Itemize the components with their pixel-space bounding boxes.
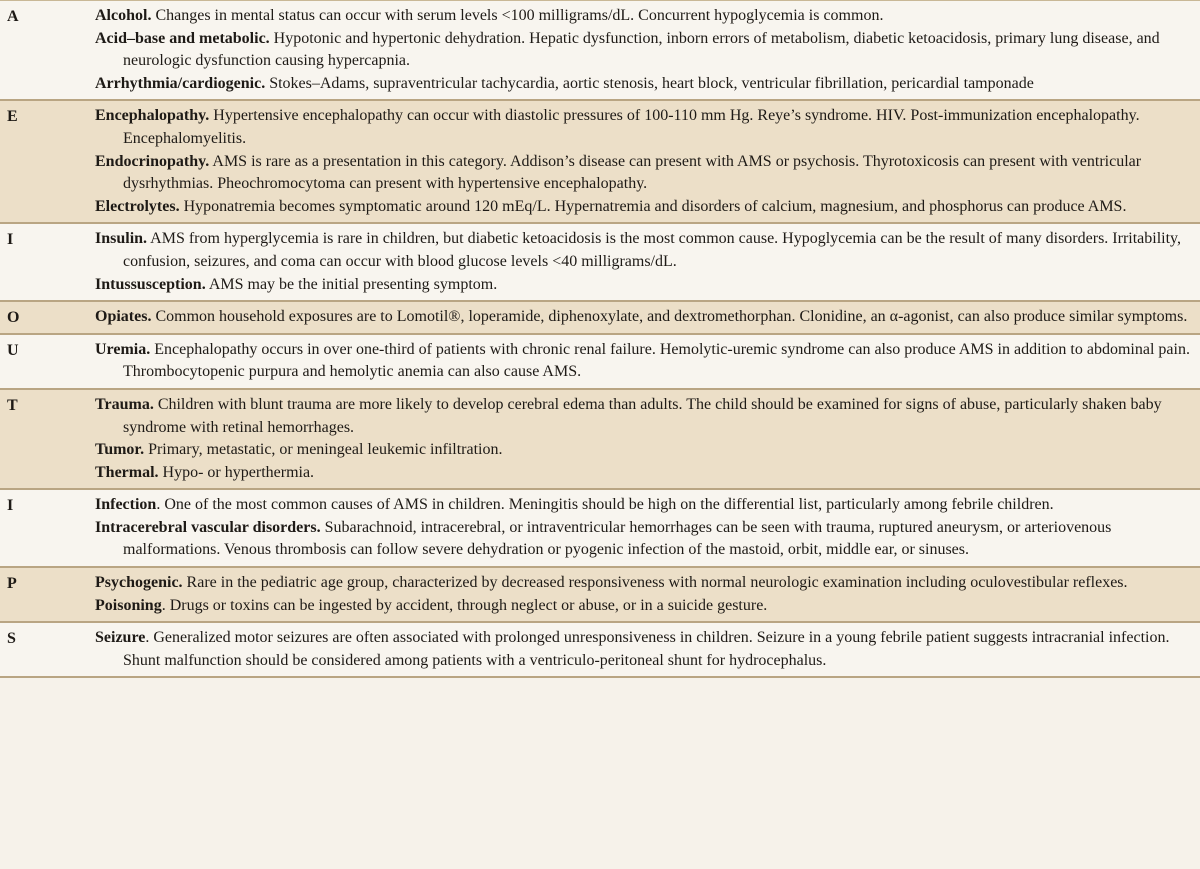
entry (95, 105, 1196, 150)
row-entries (95, 490, 1200, 566)
entry-term: Seizure (95, 629, 146, 647)
mnemonic-letter: A (7, 8, 19, 25)
table-row-4 (0, 302, 1200, 335)
entry-text: Children with blunt trauma are more likely to develop cerebral edema than adults. The child should be examined for signs of abuse, particularly shaken baby syndrome with retinal hemorrhages. (123, 395, 1162, 436)
entry (95, 274, 1196, 297)
mnemonic-letter: P (7, 575, 17, 593)
entry-text: Hypotonic and hypertonic dehydration. Hepatic dysfunction, inborn errors of metabolism, diabetic ketoacidosis, primary lung disease, and neurologic dysfunction causing hypercapnia. (123, 29, 1160, 70)
mnemonic-letter: S (7, 630, 16, 648)
entry (95, 5, 1196, 28)
row-entries (95, 101, 1200, 222)
table-row-1 (0, 1, 1200, 101)
entry-term: Alcohol. (95, 7, 152, 24)
entry-text: . One of the most common causes of AMS in children. Meningitis should be high on the differential list, particularly among febrile children. (156, 496, 1054, 514)
row-entries (95, 302, 1200, 333)
table-row-7 (0, 490, 1200, 568)
entry-text: AMS is rare as a presentation in this category. Addison’s disease can present with AMS or psychosis. Thyrotoxicosis can present with ventricular dysrhythmias. Pheochromocytoma can present with hypertensive encephalopathy. (123, 152, 1142, 193)
entry-text: AMS from hyperglycemia is rare in children, but diabetic ketoacidosis is the most common cause. Hypoglycemia can be the result of many disorders. Irritability, confusion, seizures, and coma can occur with blood glucose levels <40 milligrams/dL. (123, 230, 1182, 270)
entry (95, 73, 1196, 96)
entry-term: Acid–base and metabolic. (95, 29, 270, 47)
entry-term: Tumor. (95, 441, 145, 459)
entry (95, 439, 1196, 462)
entry (95, 627, 1196, 672)
row-entries (95, 623, 1200, 676)
mnemonic-letter: U (7, 341, 19, 359)
entry (95, 517, 1196, 562)
mnemonic-letter: E (7, 108, 18, 126)
entry (95, 196, 1196, 219)
entry-term: Thermal. (95, 463, 159, 481)
table-row-5 (0, 335, 1200, 390)
entry (95, 494, 1196, 517)
entry (95, 151, 1196, 196)
entry-term: Opiates. (95, 308, 152, 326)
entry-term: Intussusception. (95, 275, 206, 293)
entry-text: Primary, metastatic, or meningeal leukemic infiltration. (144, 441, 503, 459)
entry-term: Psychogenic. (95, 574, 183, 592)
row-entries (95, 335, 1200, 388)
entry-term: Uremia. (95, 340, 151, 358)
entry-text: Rare in the pediatric age group, characterized by decreased responsiveness with normal neurologic examination including oculovestibular reflexes. (182, 574, 1128, 592)
row-entries (95, 390, 1200, 488)
entry-text: Hypertensive encephalopathy can occur with diastolic pressures of 100-110 mm Hg. Reye’s syndrome. HIV. Post-immunization encephalopathy. Encephalomyelitis. (123, 107, 1140, 147)
row-entries (95, 1, 1200, 99)
entry (95, 595, 1196, 618)
mnemonic-letter: T (7, 396, 18, 414)
entry-term: Electrolytes. (95, 197, 180, 215)
entry (95, 339, 1196, 384)
entry-text: Hyponatremia becomes symptomatic around 120 mEq/L. Hypernatremia and disorders of calcium, magnesium, and phosphorus can produce AMS. (179, 197, 1127, 215)
entry-term: Encephalopathy. (95, 107, 210, 125)
entry-text: Changes in mental status can occur with serum levels <100 milligrams/dL. Concurrent hypoglycemia is common. (151, 7, 884, 24)
entry-text: AMS may be the initial presenting symptom. (205, 275, 498, 293)
table-row-2 (0, 101, 1200, 224)
entry (95, 394, 1196, 439)
entry (95, 28, 1196, 73)
table-row-6 (0, 390, 1200, 490)
entry-term: Poisoning (95, 596, 162, 614)
entry (95, 306, 1196, 329)
table-row-9 (0, 623, 1200, 678)
entry-text: Common household exposures are to Lomotil®, loperamide, diphenoxylate, and dextromethorphan. Clonidine, an α-agonist, can also produce similar symptoms. (151, 308, 1188, 326)
entry-text: Hypo- or hyperthermia. (158, 463, 315, 481)
entry-text: . Drugs or toxins can be ingested by accident, through neglect or abuse, or in a suicide gesture. (161, 596, 768, 614)
entry-text: . Generalized motor seizures are often associated with prolonged unresponsiveness in children. Seizure in a young febrile patient suggests intracranial infection. Shunt malfunction should be considered among patients with a ventriculo-peritoneal shunt for hydrocephalus. (123, 629, 1170, 669)
table-row-3 (0, 224, 1200, 302)
entry-term: Endocrinopathy. (95, 152, 210, 170)
row-entries (95, 224, 1200, 300)
entry-term: Arrhythmia/cardiogenic. (95, 74, 266, 92)
entry-text: Stokes–Adams, supraventricular tachycardia, aortic stenosis, heart block, ventricular fibrillation, pericardial tamponade (265, 74, 1034, 92)
entry (95, 462, 1196, 485)
entry-term: Intracerebral vascular disorders. (95, 518, 321, 536)
entry-text: Encephalopathy occurs in over one-third of patients with chronic renal failure. Hemolytic-uremic syndrome can also produce AMS in addition to abdominal pain. Thrombocytopenic purpura and hemolytic anemia can also cause AMS. (123, 340, 1190, 381)
mnemonic-letter: O (7, 309, 20, 327)
entry-text: Subarachnoid, intracerebral, or intraventricular hemorrhages can be seen with trauma, ruptured aneurysm, or arteriovenous malformations. Venous thrombosis can follow severe dehydration or pyogenic infection of the mastoid, orbit, middle ear, or sinuses. (123, 518, 1112, 559)
mnemonic-letter: I (7, 231, 14, 249)
table-row-8 (0, 568, 1200, 623)
row-entries (95, 568, 1200, 621)
entry-term: Trauma. (95, 395, 154, 413)
mnemonic-letter: I (7, 497, 14, 515)
entry-term: Insulin. (95, 230, 148, 248)
entry-term: Infection (95, 496, 157, 514)
entry (95, 228, 1196, 273)
entry (95, 572, 1196, 595)
